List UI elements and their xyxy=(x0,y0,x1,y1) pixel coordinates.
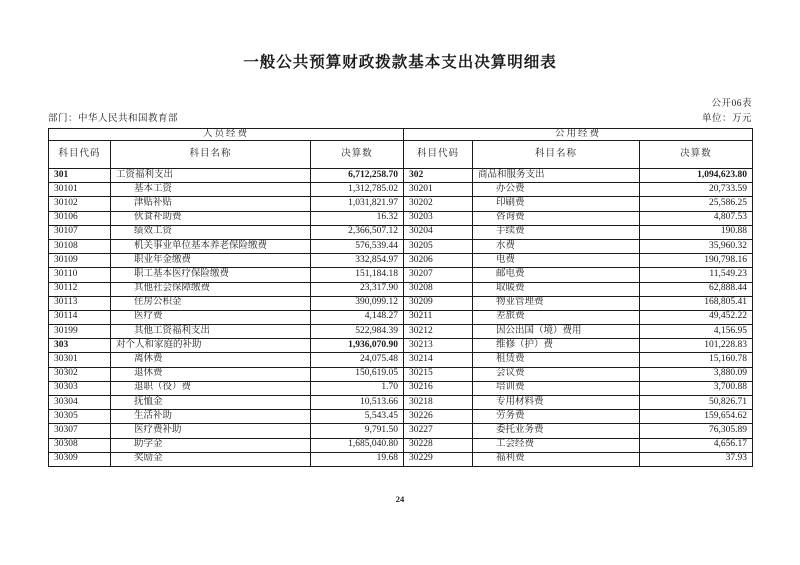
right-subject-code: 302 xyxy=(404,169,473,183)
left-final-amount: 19.68 xyxy=(311,452,404,466)
left-subject-name: 工资福利支出 xyxy=(111,169,311,183)
left-subject-name: 其他社会保障缴费 xyxy=(111,282,311,296)
right-subject-name: 培训费 xyxy=(473,381,640,395)
right-subject-code: 30213 xyxy=(404,339,473,353)
left-final-amount: 23,317.90 xyxy=(311,282,404,296)
left-final-amount: 5,543.45 xyxy=(311,410,404,424)
left-subject-name: 职业年金缴费 xyxy=(111,254,311,268)
right-final-amount: 76,305.89 xyxy=(640,424,753,438)
left-subject-code: 30112 xyxy=(49,282,111,296)
right-subject-name: 物业管理费 xyxy=(473,296,640,310)
left-final-amount: 4,148.27 xyxy=(311,310,404,324)
left-subject-code: 30101 xyxy=(49,183,111,197)
right-section-header: 公用经费 xyxy=(404,129,753,141)
left-subject-code: 30303 xyxy=(49,381,111,395)
left-subject-name: 基本工资 xyxy=(111,183,311,197)
right-subject-code: 30206 xyxy=(404,254,473,268)
left-subject-code: 301 xyxy=(49,169,111,183)
left-subject-code: 30304 xyxy=(49,396,111,410)
table-row xyxy=(49,367,753,381)
left-subject-name: 住房公积金 xyxy=(111,296,311,310)
table-row xyxy=(49,424,753,438)
left-col-header-name: 科目名称 xyxy=(111,141,311,169)
right-subject-name: 维修（护）费 xyxy=(473,339,640,353)
right-subject-name: 福利费 xyxy=(473,452,640,466)
left-subject-name: 绩效工资 xyxy=(111,225,311,239)
right-subject-code: 30208 xyxy=(404,282,473,296)
table-row xyxy=(49,254,753,268)
right-final-amount: 101,228.83 xyxy=(640,339,753,353)
right-subject-name: 工会经费 xyxy=(473,438,640,452)
right-subject-name: 水费 xyxy=(473,239,640,253)
table-row xyxy=(49,225,753,239)
right-final-amount: 50,826.71 xyxy=(640,396,753,410)
table-row xyxy=(49,282,753,296)
left-final-amount: 150,619.05 xyxy=(311,367,404,381)
right-final-amount: 49,452.22 xyxy=(640,310,753,324)
left-subject-name: 对个人和家庭的补助 xyxy=(111,339,311,353)
right-final-amount: 3,700.88 xyxy=(640,381,753,395)
page-number: 24 xyxy=(395,494,405,504)
right-subject-name: 邮电费 xyxy=(473,268,640,282)
left-final-amount: 576,539.44 xyxy=(311,239,404,253)
right-final-amount: 1,094,623.80 xyxy=(640,169,753,183)
right-subject-code: 30212 xyxy=(404,325,473,339)
table-row xyxy=(49,325,753,339)
right-subject-name: 差旅费 xyxy=(473,310,640,324)
left-subject-name: 其他工资福利支出 xyxy=(111,325,311,339)
left-subject-code: 30307 xyxy=(49,424,111,438)
left-subject-code: 30102 xyxy=(49,197,111,211)
right-final-amount: 159,654.62 xyxy=(640,410,753,424)
table-code-label: 公开06表 xyxy=(711,99,752,109)
right-final-amount: 168,805.41 xyxy=(640,296,753,310)
right-subject-code: 30203 xyxy=(404,211,473,225)
department-label: 部门：中华人民共和国教育部 xyxy=(48,114,179,124)
left-subject-code: 30305 xyxy=(49,410,111,424)
right-subject-code: 30211 xyxy=(404,310,473,324)
right-subject-code: 30218 xyxy=(404,396,473,410)
left-subject-code: 30113 xyxy=(49,296,111,310)
right-subject-code: 30215 xyxy=(404,367,473,381)
left-final-amount: 151,184.18 xyxy=(311,268,404,282)
right-subject-code: 30204 xyxy=(404,225,473,239)
right-subject-name: 取暖费 xyxy=(473,282,640,296)
table-row xyxy=(49,339,753,353)
right-final-amount: 25,586.25 xyxy=(640,197,753,211)
right-subject-code: 30226 xyxy=(404,410,473,424)
table-row xyxy=(49,183,753,197)
table-row xyxy=(49,296,753,310)
left-subject-name: 生活补助 xyxy=(111,410,311,424)
table-row xyxy=(49,353,753,367)
right-final-amount: 11,549.23 xyxy=(640,268,753,282)
right-subject-name: 手续费 xyxy=(473,225,640,239)
left-subject-name: 助学金 xyxy=(111,438,311,452)
table-row xyxy=(49,452,753,466)
left-subject-code: 30309 xyxy=(49,452,111,466)
left-subject-code: 30302 xyxy=(49,367,111,381)
right-final-amount: 20,733.59 xyxy=(640,183,753,197)
right-subject-code: 30205 xyxy=(404,239,473,253)
left-final-amount: 1,685,040.80 xyxy=(311,438,404,452)
right-col-header-name: 科目名称 xyxy=(473,141,640,169)
left-subject-name: 退休费 xyxy=(111,367,311,381)
table-row xyxy=(49,410,753,424)
right-final-amount: 4,156.95 xyxy=(640,325,753,339)
left-final-amount: 1.70 xyxy=(311,381,404,395)
left-subject-name: 离休费 xyxy=(111,353,311,367)
left-subject-code: 30301 xyxy=(49,353,111,367)
right-subject-name: 商品和服务支出 xyxy=(473,169,640,183)
right-final-amount: 15,160.78 xyxy=(640,353,753,367)
left-final-amount: 24,075.48 xyxy=(311,353,404,367)
unit-label: 单位：万元 xyxy=(701,114,752,124)
table-row xyxy=(49,239,753,253)
left-col-header-value: 决算数 xyxy=(311,141,404,169)
right-final-amount: 35,960.32 xyxy=(640,239,753,253)
left-subject-code: 30107 xyxy=(49,225,111,239)
table-row xyxy=(49,381,753,395)
left-subject-code: 30114 xyxy=(49,310,111,324)
left-subject-name: 医疗费 xyxy=(111,310,311,324)
meta-row xyxy=(48,110,752,124)
left-subject-code: 303 xyxy=(49,339,111,353)
section-band-row xyxy=(49,129,753,141)
table-row xyxy=(49,169,753,183)
right-subject-name: 印刷费 xyxy=(473,197,640,211)
right-subject-name: 劳务费 xyxy=(473,410,640,424)
expenditure-detail-table xyxy=(48,128,753,467)
table-row xyxy=(49,396,753,410)
left-subject-code: 30109 xyxy=(49,254,111,268)
left-final-amount: 16.32 xyxy=(311,211,404,225)
right-final-amount: 3,880.09 xyxy=(640,367,753,381)
right-subject-code: 30202 xyxy=(404,197,473,211)
right-subject-name: 专用材料费 xyxy=(473,396,640,410)
left-subject-code: 30110 xyxy=(49,268,111,282)
table-row xyxy=(49,268,753,282)
left-subject-name: 津贴补贴 xyxy=(111,197,311,211)
left-col-header-code: 科目代码 xyxy=(49,141,111,169)
right-final-amount: 190.88 xyxy=(640,225,753,239)
table-row xyxy=(49,211,753,225)
left-final-amount: 1,936,070.90 xyxy=(311,339,404,353)
left-final-amount: 332,854.97 xyxy=(311,254,404,268)
right-final-amount: 4,656.17 xyxy=(640,438,753,452)
right-subject-name: 咨询费 xyxy=(473,211,640,225)
left-final-amount: 6,712,258.70 xyxy=(311,169,404,183)
page-title: 一般公共预算财政拨款基本支出决算明细表 xyxy=(243,54,557,71)
left-subject-name: 伙食补助费 xyxy=(111,211,311,225)
left-subject-name: 奖励金 xyxy=(111,452,311,466)
table-row xyxy=(49,310,753,324)
right-final-amount: 190,798.16 xyxy=(640,254,753,268)
left-subject-code: 30108 xyxy=(49,239,111,253)
left-section-header: 人员经费 xyxy=(49,129,404,141)
right-subject-name: 因公出国（境）费用 xyxy=(473,325,640,339)
right-subject-code: 30229 xyxy=(404,452,473,466)
right-subject-name: 租赁费 xyxy=(473,353,640,367)
right-subject-code: 30209 xyxy=(404,296,473,310)
left-subject-code: 30199 xyxy=(49,325,111,339)
right-subject-name: 电费 xyxy=(473,254,640,268)
right-subject-code: 30228 xyxy=(404,438,473,452)
right-col-header-value: 决算数 xyxy=(640,141,753,169)
right-subject-code: 30227 xyxy=(404,424,473,438)
left-subject-name: 抚恤金 xyxy=(111,396,311,410)
left-final-amount: 1,031,821.97 xyxy=(311,197,404,211)
left-subject-name: 医疗费补助 xyxy=(111,424,311,438)
right-subject-code: 30216 xyxy=(404,381,473,395)
left-subject-name: 机关事业单位基本养老保险缴费 xyxy=(111,239,311,253)
right-col-header-code: 科目代码 xyxy=(404,141,473,169)
left-subject-code: 30106 xyxy=(49,211,111,225)
right-final-amount: 62,888.44 xyxy=(640,282,753,296)
right-subject-name: 会议费 xyxy=(473,367,640,381)
left-final-amount: 10,513.66 xyxy=(311,396,404,410)
column-header-row xyxy=(49,141,753,169)
left-subject-name: 退职（役）费 xyxy=(111,381,311,395)
table-row xyxy=(49,197,753,211)
right-final-amount: 4,807.53 xyxy=(640,211,753,225)
right-subject-code: 30207 xyxy=(404,268,473,282)
right-subject-name: 委托业务费 xyxy=(473,424,640,438)
left-subject-code: 30308 xyxy=(49,438,111,452)
left-final-amount: 9,791.50 xyxy=(311,424,404,438)
left-final-amount: 390,099.12 xyxy=(311,296,404,310)
left-final-amount: 522,984.39 xyxy=(311,325,404,339)
right-subject-code: 30201 xyxy=(404,183,473,197)
table-row xyxy=(49,438,753,452)
left-final-amount: 1,312,785.02 xyxy=(311,183,404,197)
right-final-amount: 37.93 xyxy=(640,452,753,466)
left-final-amount: 2,366,507.12 xyxy=(311,225,404,239)
left-subject-name: 职工基本医疗保险缴费 xyxy=(111,268,311,282)
right-subject-code: 30214 xyxy=(404,353,473,367)
right-subject-name: 办公费 xyxy=(473,183,640,197)
